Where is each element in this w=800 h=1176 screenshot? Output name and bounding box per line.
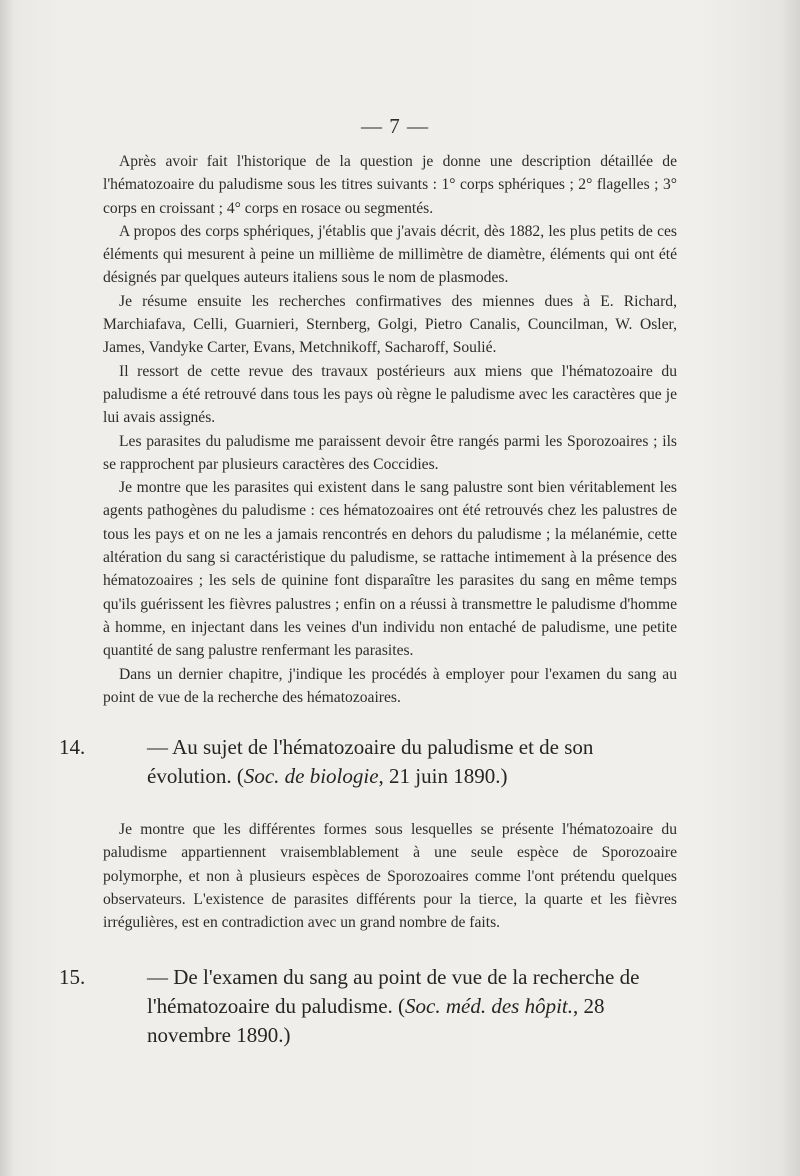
entry-15-heading	[59, 963, 677, 1050]
paragraph: Je montre que les parasites qui existent dans le sang palustre sont bien véritablement les agents pathogènes du paludisme : ces hématozoaires ont été retrouvés chez les palustres de tous les pays et on ne les a jamais rencontrés en dehors du paludisme ; la mélanémie, cette altération du sang si caractéristique du paludisme, se rattache intimement à la présence des hématozoaires ; les sels de quinine font disparaître les parasites du sang en même temps qu'ils guérissent les fièvres palustres ; enfin on a réussi à transmettre le paludisme d'homme à homme, en injectant dans les veines d'un individu non entaché de paludisme, une petite quantité de sang palustre renfermant les parasites.	[103, 479, 677, 660]
entry-number: 15.	[59, 965, 86, 989]
paragraph: Je résume ensuite les recherches confirmatives des miennes dues à E. Richard, Marchiafava, Celli, Guarnieri, Sternberg, Golgi, Pietro Canalis, Councilman, W. Osler, James, Vandyke Carter, Evans, Metchnikoff, Sacharoff, Soulié.	[103, 292, 677, 357]
entry-14-heading	[59, 733, 677, 791]
paragraph: Après avoir fait l'historique de la question je donne une description détaillée de l'hématozoaire du paludisme sous les titres suivants : 1° corps sphériques ; 2° flagelles ; 3° corps en croissant ; 4° corps en rosace ou segmentés.	[103, 153, 677, 217]
paragraph: Il ressort de cette revue des travaux postérieurs aux miens que l'hématozoaire du paludisme a été retrouvé dans tous les pays où règne le paludisme avec les caractères que je lui avais assignés.	[103, 362, 677, 427]
entry-number: 14.	[59, 735, 86, 759]
entry-source: Soc. de biologie	[243, 764, 379, 788]
entry-title: — De l'examen du sang au point de vue de la recherche de l'hématozoaire du paludisme.	[147, 965, 640, 1018]
paragraph: Dans un dernier chapitre, j'indique les procédés à employer pour l'examen du sang au point de vue de la recherche des hématozoaires.	[103, 665, 677, 706]
entry-date: , 28 novembre 1890.)	[147, 994, 605, 1047]
entry-14-body	[103, 818, 677, 934]
page-number: — 7 —	[361, 114, 429, 138]
entry-date: , 21 juin 1890.)	[378, 764, 508, 788]
paragraph: Je montre que les différentes formes sous lesquelles se présente l'hématozoaire du paludisme appartiennent vraisemblablement à une seule espèce de Sporozoaire polymorphe, et non à plusieurs espèces de Sporozoaires comme l'ont prétendu quelques observateurs. L'existence de parasites différents pour la tierce, la quarte et les fièvres irrégulières, est en contradiction avec un grand nombre de faits.	[103, 821, 677, 932]
entry-15-title-block	[59, 963, 677, 1050]
section-1-body	[103, 150, 677, 709]
entry-14-title-block	[59, 733, 677, 791]
entry-title: — Au sujet de l'hématozoaire du paludisme et de son évolution.	[147, 735, 594, 788]
entry-source: Soc. méd. des hôpit.	[405, 994, 574, 1018]
paragraph: Les parasites du paludisme me paraissent devoir être rangés parmi les Sporozoaires ; ils se rapprochent par plusieurs caractères des Coccidies.	[103, 432, 677, 473]
open-paren: (	[236, 764, 244, 788]
open-paren: (	[398, 994, 406, 1018]
paragraph: A propos des corps sphériques, j'établis que j'avais décrit, dès 1882, les plus petits de ces éléments qui mesurent à peine un millième de millimètre de diamètre, éléments qui ont été désignés par quelques auteurs italiens sous le nom de plasmodes.	[103, 222, 677, 287]
